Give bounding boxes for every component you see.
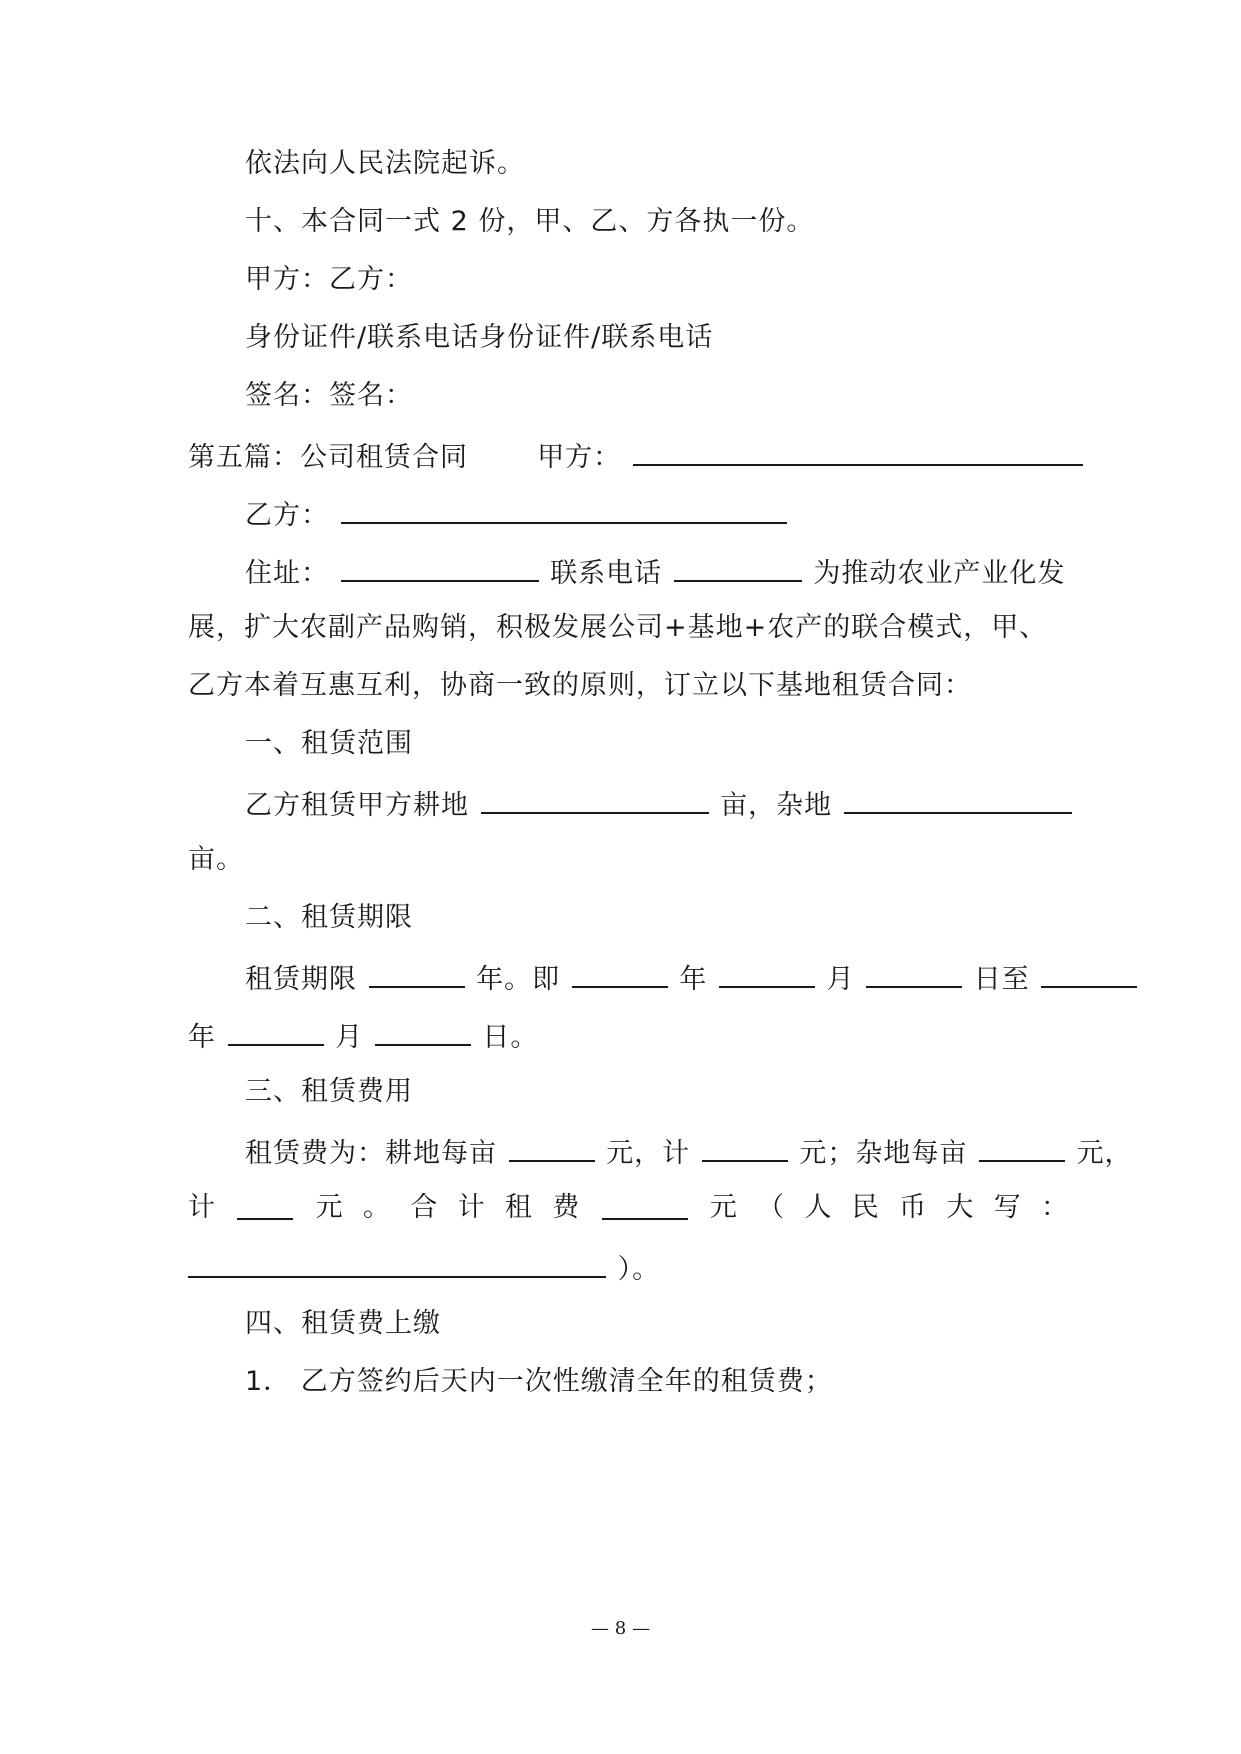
paragraph-line: 展，扩大农副产品购销，积极发展公司+基地+农产的联合模式，甲、 [188, 612, 1048, 643]
term-text: 租赁期限 [245, 964, 357, 995]
fee-char: 大 [946, 1192, 974, 1223]
fee-line-2 [188, 1190, 1068, 1226]
party-b-line [245, 494, 789, 534]
paragraph-line: 甲方：乙方： [245, 264, 413, 295]
scope-text: 亩，杂地 [720, 790, 833, 821]
farmland-blank [481, 784, 709, 814]
fee-char: 计 [188, 1192, 215, 1223]
fee-char: 元 [315, 1192, 343, 1223]
term-years-blank [369, 958, 465, 988]
term-text: 年。即 [476, 964, 561, 995]
fee-char: 费 [552, 1192, 580, 1223]
address-blank [341, 552, 539, 582]
fee-char: 写 [993, 1192, 1021, 1223]
heading-fee: 三、租赁费用 [245, 1076, 413, 1107]
phone-blank [674, 552, 802, 582]
term-text: 日至 [973, 964, 1030, 995]
fee-char: 人 [804, 1192, 832, 1223]
phone-label: 联系电话 [550, 558, 663, 589]
farmland-total-blank [702, 1132, 788, 1162]
paragraph-line: 身份证件/联系电话身份证件/联系电话 [245, 322, 714, 353]
party-b-label: 乙方： [245, 500, 329, 531]
end-month-blank [228, 1016, 324, 1046]
list-number: 1． [245, 1366, 292, 1397]
fee-text: ）。 [617, 1254, 661, 1285]
start-year-blank [572, 958, 668, 988]
fee-line [245, 1132, 1133, 1172]
paragraph-line: 依法向人民法院起诉。 [245, 148, 525, 179]
fee-text: 元， [1076, 1138, 1133, 1169]
fee-text: 元，计 [606, 1138, 691, 1169]
section-title-line [188, 436, 1085, 476]
party-a-blank [633, 436, 1083, 466]
amount-in-words-blank [188, 1248, 606, 1278]
total-fee-blank [602, 1190, 688, 1220]
misc-price-blank [979, 1132, 1065, 1162]
scope-end: 亩。 [188, 844, 244, 875]
fee-char: （ [757, 1192, 785, 1223]
misc-land-blank [844, 784, 1072, 814]
address-line [245, 552, 1065, 592]
term-line-2 [188, 1016, 538, 1056]
heading-term: 二、租赁期限 [245, 902, 413, 933]
term-text: 年 [188, 1022, 216, 1053]
end-day-blank [375, 1016, 471, 1046]
term-text: 日。 [482, 1022, 539, 1053]
scope-line [245, 784, 1074, 824]
heading-payment: 四、租赁费上缴 [245, 1308, 441, 1339]
fee-text: 元；杂地每亩 [799, 1138, 968, 1169]
list-text: 乙方签约后天内一次性缴清全年的租赁费； [300, 1366, 833, 1397]
party-b-blank [341, 494, 787, 524]
intro-tail: 为推动农业产业化发 [813, 558, 1066, 589]
fee-char: 币 [899, 1192, 927, 1223]
paragraph-line: 乙方本着互惠互利，协商一致的原则，订立以下基地租赁合同： [188, 670, 972, 701]
fee-char: 租 [504, 1192, 532, 1223]
term-text: 年 [679, 964, 708, 995]
term-line [245, 958, 1139, 998]
fee-char: ： [1041, 1192, 1068, 1223]
payment-item-1 [245, 1364, 833, 1400]
fee-char: 计 [457, 1192, 485, 1223]
start-day-blank [866, 958, 962, 988]
term-text: 月 [826, 964, 855, 995]
fee-line-3 [188, 1248, 660, 1288]
section-title: 第五篇：公司租赁合同 [188, 442, 468, 473]
paragraph-line: 十、本合同一式 2 份，甲、乙、方各执一份。 [245, 206, 815, 237]
end-year-blank [1041, 958, 1137, 988]
term-text: 月 [335, 1022, 364, 1053]
fee-char: 。 [362, 1192, 390, 1223]
party-a-label: 甲方： [537, 442, 622, 473]
fee-char: 民 [851, 1192, 879, 1223]
page-number: — 8 — [591, 1618, 650, 1639]
start-month-blank [719, 958, 815, 988]
fee-text: 租赁费为：耕地每亩 [245, 1138, 497, 1169]
fee-char: 合 [410, 1192, 438, 1223]
scope-text: 乙方租赁甲方耕地 [245, 790, 469, 821]
heading-scope: 一、租赁范围 [245, 728, 413, 759]
misc-total-blank [237, 1190, 293, 1220]
farmland-price-blank [509, 1132, 595, 1162]
fee-char: 元 [709, 1192, 737, 1223]
paragraph-line: 签名：签名： [245, 380, 413, 411]
address-label: 住址： [245, 558, 329, 589]
